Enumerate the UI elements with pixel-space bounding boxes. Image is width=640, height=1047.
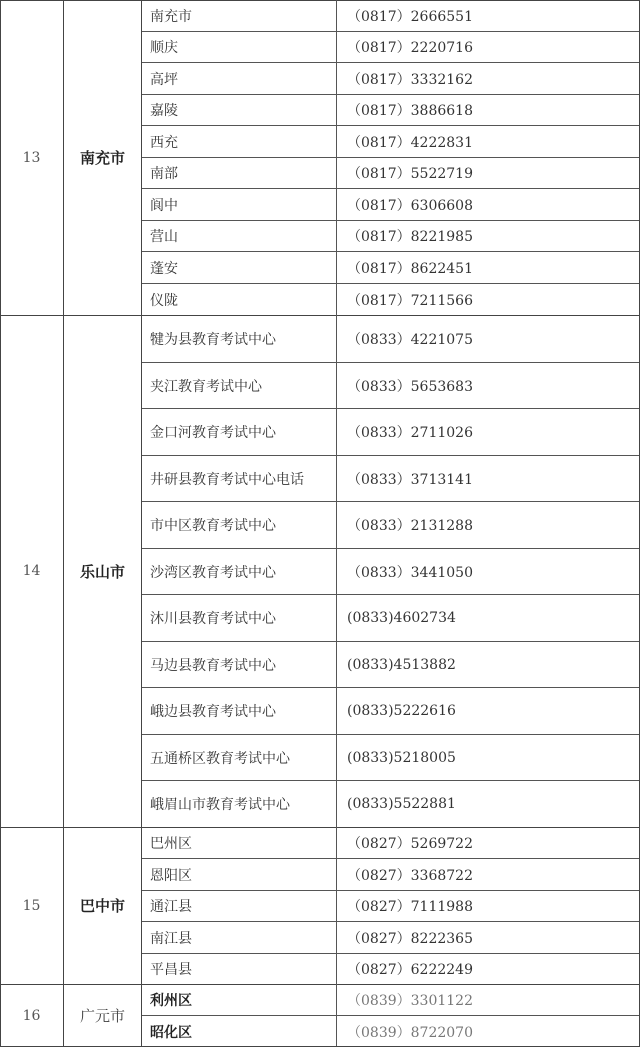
- group-city: 巴中市: [64, 827, 142, 984]
- phone-number: （0833）2131288: [347, 518, 473, 534]
- district-name: 高坪: [142, 63, 337, 94]
- table-row: [142, 0, 640, 31]
- district-name: 巴州区: [142, 827, 337, 858]
- table-row: [142, 283, 640, 315]
- table-row: [142, 62, 640, 94]
- phone-number: （0839）8722070: [347, 1024, 473, 1041]
- phone-number: (0833)5222616: [347, 703, 456, 719]
- district-name: 南江县: [142, 922, 337, 953]
- phone-number: （0817）5522719: [347, 166, 473, 182]
- table-row: [142, 858, 640, 890]
- center-name: 峨眉山市教育考试中心: [142, 781, 337, 827]
- group-number: 15: [0, 827, 64, 984]
- table-row: [142, 890, 640, 921]
- district-name: 通江县: [142, 891, 337, 921]
- center-name: 犍为县教育考试中心: [142, 315, 337, 362]
- table-row: [142, 157, 640, 188]
- center-name: 市中区教育考试中心: [142, 502, 337, 548]
- district-name: 南部: [142, 158, 337, 188]
- phone-number: (0833)4513882: [347, 656, 456, 673]
- table-row: [142, 953, 640, 984]
- table-row: [142, 548, 640, 594]
- center-name: 峨边县教育考试中心: [142, 688, 337, 734]
- group-city: 南充市: [64, 0, 142, 315]
- phone-number: （0839）3301122: [347, 992, 473, 1009]
- table-group-14: [0, 315, 640, 827]
- table-row: [142, 921, 640, 953]
- district-name: 西充: [142, 126, 337, 157]
- phone-number: （0817）3332162: [347, 71, 473, 88]
- district-name: 阆中: [142, 189, 337, 220]
- phone-number: （0827）3368722: [347, 867, 473, 884]
- table-row: [142, 641, 640, 687]
- table-group-16: [0, 984, 640, 1047]
- phone-number: （0817）2220716: [347, 40, 473, 56]
- district-name: 昭化区: [142, 1016, 337, 1047]
- group-number: 14: [0, 315, 64, 827]
- phone-number: （0827）8222365: [347, 930, 473, 947]
- center-name: 沐川县教育考试中心: [142, 595, 337, 641]
- phone-number: （0833）5653683: [347, 378, 473, 395]
- phone-number: （0817）7211566: [347, 292, 473, 309]
- center-name: 沙湾区教育考试中心: [142, 549, 337, 594]
- table-group-15: [0, 827, 640, 984]
- phone-number: （0833）3713141: [347, 471, 473, 488]
- table-row: [142, 984, 640, 1015]
- phone-number: （0833）2711026: [347, 425, 473, 441]
- table-row: [142, 31, 640, 62]
- table-row: [142, 687, 640, 734]
- table-row: [142, 251, 640, 283]
- district-name: 南充市: [142, 0, 337, 31]
- district-name: 营山: [142, 221, 337, 251]
- table-row: [142, 827, 640, 858]
- table-row: [142, 125, 640, 157]
- phone-number: （0817）8221985: [347, 229, 473, 245]
- table-left-border: [0, 0, 1, 1047]
- table-row: [142, 734, 640, 780]
- district-name: 平昌县: [142, 954, 337, 984]
- center-name: 马边县教育考试中心: [142, 642, 337, 687]
- phone-number: （0817）2666551: [347, 8, 473, 25]
- table-row: [142, 220, 640, 251]
- center-name: 五通桥区教育考试中心: [142, 735, 337, 780]
- table-row: [142, 501, 640, 548]
- phone-number: （0827）5269722: [347, 835, 473, 852]
- phone-number: （0833）4221075: [347, 331, 473, 348]
- table-row: [142, 1015, 640, 1047]
- district-name: 蓬安: [142, 252, 337, 283]
- phone-number: （0817）6306608: [347, 197, 473, 214]
- group-city: 乐山市: [64, 315, 142, 827]
- district-name: 仪陇: [142, 284, 337, 315]
- table-row: [142, 455, 640, 501]
- table-row: [142, 315, 640, 362]
- phone-number: (0833)5218005: [347, 749, 456, 766]
- phone-number: （0833）3441050: [347, 564, 473, 581]
- center-name: 夹江教育考试中心: [142, 363, 337, 408]
- table-row: [142, 594, 640, 641]
- center-name: 井研县教育考试中心电话: [142, 456, 337, 501]
- phone-number: （0827）6222249: [347, 962, 473, 978]
- group-number: 16: [0, 984, 64, 1047]
- table-group-13: [0, 0, 640, 315]
- table-row: [142, 780, 640, 827]
- center-name: 金口河教育考试中心: [142, 409, 337, 455]
- table-row: [142, 94, 640, 125]
- phone-number: （0817）8622451: [347, 260, 473, 277]
- phone-number: (0833)5522881: [347, 796, 456, 812]
- phone-number: (0833)4602734: [347, 610, 456, 626]
- district-name: 利州区: [142, 984, 337, 1015]
- group-city: 广元市: [64, 984, 142, 1047]
- phone-number: （0817）3886618: [347, 103, 473, 119]
- district-name: 嘉陵: [142, 95, 337, 125]
- phone-number: （0827）7111988: [347, 899, 473, 915]
- district-name: 恩阳区: [142, 859, 337, 890]
- district-name: 顺庆: [142, 32, 337, 62]
- phone-number: （0817）4222831: [347, 134, 473, 151]
- group-number: 13: [0, 0, 64, 315]
- table-row: [142, 408, 640, 455]
- table-row: [142, 188, 640, 220]
- table-row: [142, 362, 640, 408]
